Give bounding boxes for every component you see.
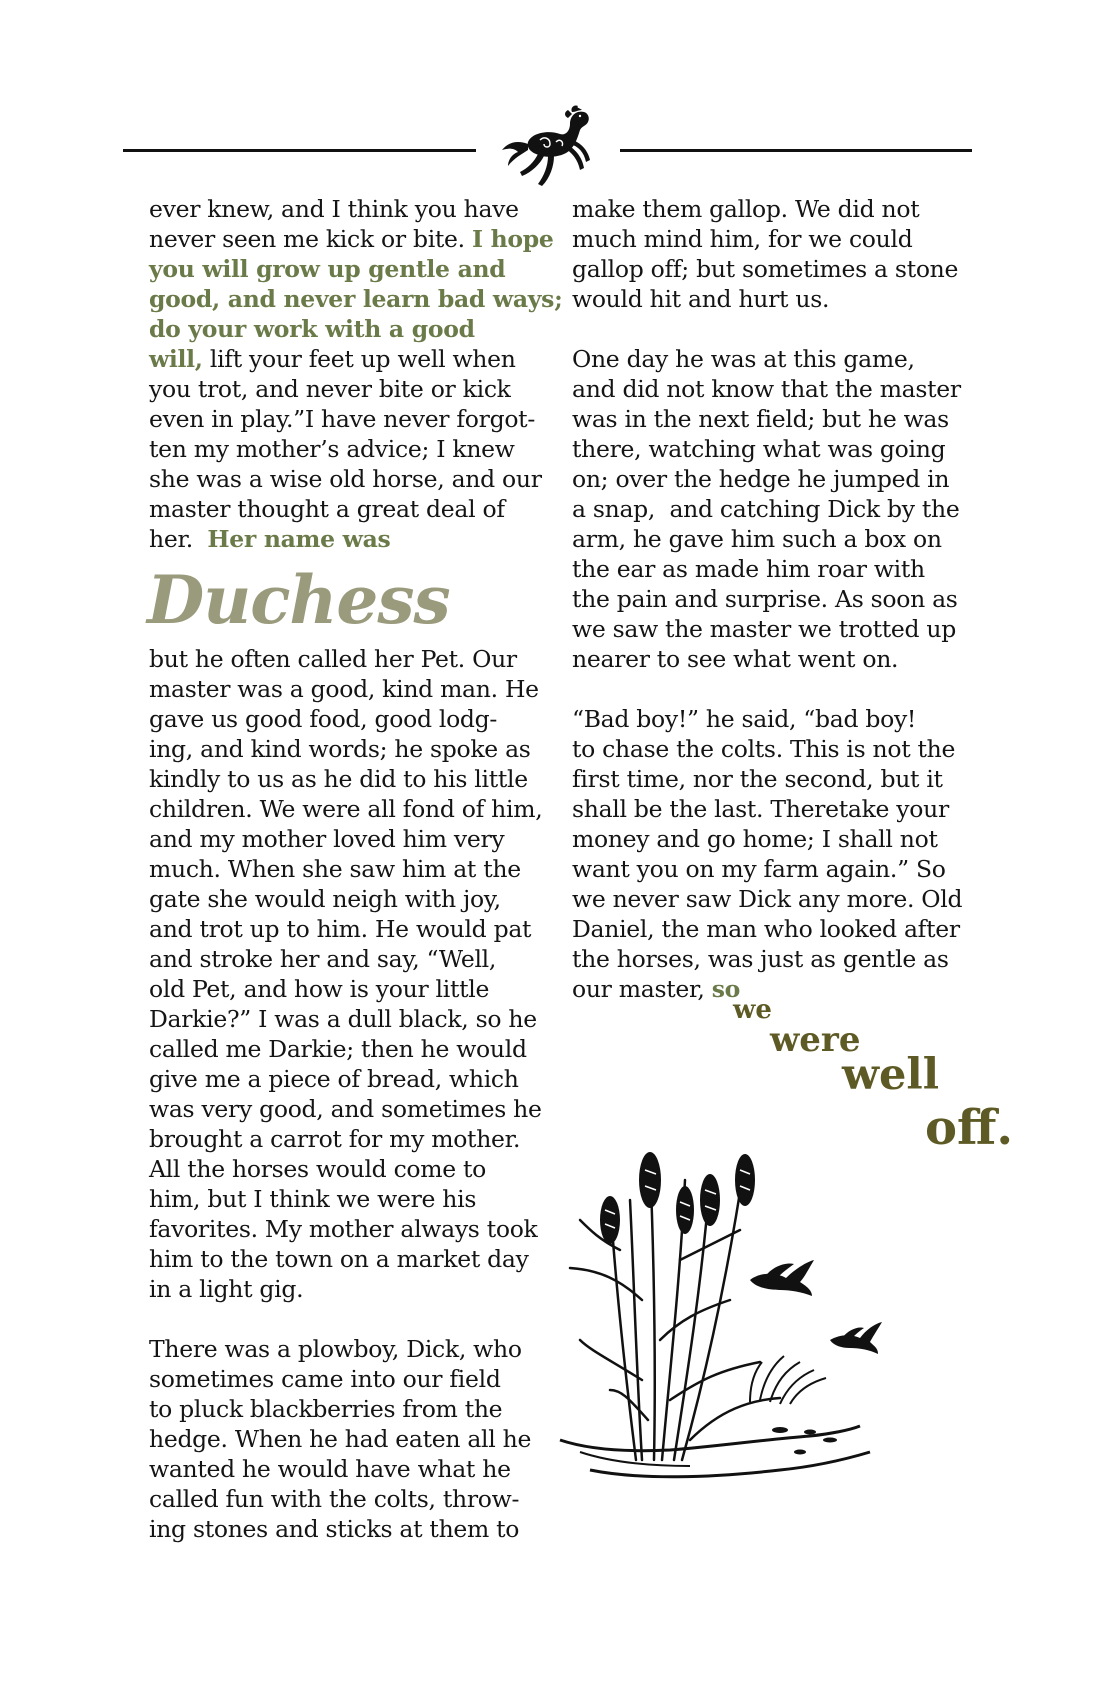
- text-line: gallop off; but sometimes a stone: [572, 255, 959, 283]
- text-line: and stroke her and say, “Well,: [149, 945, 497, 973]
- text-line: him, but I think we were his: [149, 1185, 477, 1213]
- text-line: to chase the colts. This is not the: [572, 735, 956, 763]
- text-line: wanted he would have what he: [149, 1455, 511, 1483]
- header-rule-left: [123, 149, 476, 152]
- text-line: ing, and kind words; he spoke as: [149, 735, 531, 763]
- text-line: and trot up to him. He would pat: [149, 915, 532, 943]
- text-line: want you on my farm again.” So: [572, 855, 946, 883]
- text-line: nearer to see what went on.: [572, 645, 899, 673]
- text-line: ever knew, and I think you have: [149, 195, 519, 223]
- text-line: sometimes came into our field: [149, 1365, 501, 1393]
- text-line: the horses, was just as gentle as: [572, 945, 949, 973]
- text-line: we saw the master we trotted up: [572, 615, 957, 643]
- highlight-phrase: I hope: [472, 225, 554, 253]
- text-line: but he often called her Pet. Our: [149, 645, 517, 673]
- closing-word-well: well: [842, 1050, 940, 1100]
- cattails-ducks-icon: [550, 1140, 950, 1530]
- text-line: called fun with the colts, throw-: [149, 1485, 520, 1513]
- text-line: a snap, and catching Dick by the: [572, 495, 960, 523]
- text-line: there, watching what was going: [572, 435, 946, 463]
- text-line: ing stones and sticks at them to: [149, 1515, 520, 1543]
- text-line: Darkie?” I was a dull black, so he: [149, 1005, 537, 1033]
- highlight-line: good, and never learn bad ways;: [149, 285, 563, 313]
- closing-word-were: were: [770, 1020, 861, 1060]
- text-line: will, lift your feet up well when: [149, 345, 516, 373]
- text-line: never seen me kick or bite. I hope: [149, 225, 554, 253]
- text-line: old Pet, and how is your little: [149, 975, 490, 1003]
- text-line: give me a piece of bread, which: [149, 1065, 519, 1093]
- text-line: favorites. My mother always took: [149, 1215, 538, 1243]
- text-line: children. We were all fond of him,: [149, 795, 543, 823]
- text-line: our master, so: [572, 975, 740, 1003]
- text-line: called me Darkie; then he would: [149, 1035, 527, 1063]
- text-line: gate she would neigh with joy,: [149, 885, 501, 913]
- text-line: first time, nor the second, but it: [572, 765, 943, 793]
- text-line: gave us good food, good lodg-: [149, 705, 498, 733]
- text-column-left: [147, 194, 563, 1544]
- header-rule-right: [620, 149, 972, 152]
- text-line: and my mother loved him very: [149, 825, 505, 853]
- text-line: arm, he gave him such a box on: [572, 525, 942, 553]
- text-line: kindly to us as he did to his little: [149, 765, 528, 793]
- closing-word-off: off.: [925, 1100, 1014, 1156]
- text-line: we never saw Dick any more. Old: [572, 885, 963, 913]
- text-line: to pluck blackberries from the: [149, 1395, 503, 1423]
- text-line: shall be the last. Theretake your: [572, 795, 949, 823]
- text-column-right: [572, 194, 972, 1004]
- text-line: the pain and surprise. As soon as: [572, 585, 958, 613]
- text-line: even in play.”I have never forgot-: [149, 405, 535, 433]
- closing-word-we: we: [733, 995, 772, 1025]
- highlight-line: you will grow up gentle and: [149, 255, 506, 283]
- highlight-phrase: Her name was: [207, 525, 391, 553]
- text-line: Daniel, the man who looked after: [572, 915, 960, 943]
- text-line: master thought a great deal of: [149, 495, 505, 523]
- highlight-phrase: will,: [149, 345, 203, 373]
- highlight-line: do your work with a good: [149, 315, 475, 343]
- text-line: hedge. When he had eaten all he: [149, 1425, 532, 1453]
- text-line: ten my mother’s advice; I knew: [149, 435, 515, 463]
- text-line: All the horses would come to: [149, 1155, 487, 1183]
- text-line: him to the town on a market day: [149, 1245, 529, 1273]
- text-line: the ear as made him roar with: [572, 555, 925, 583]
- text-line: was in the next field; but he was: [572, 405, 949, 433]
- text-line: on; over the hedge he jumped in: [572, 465, 950, 493]
- text-line: One day he was at this game,: [572, 345, 915, 373]
- text-line: and did not know that the master: [572, 375, 961, 403]
- text-line: much. When she saw him at the: [149, 855, 521, 883]
- text-line: you trot, and never bite or kick: [149, 375, 511, 403]
- text-line: would hit and hurt us.: [572, 285, 830, 313]
- text-line: much mind him, for we could: [572, 225, 913, 253]
- text-line: money and go home; I shall not: [572, 825, 938, 853]
- text-line: in a light gig.: [149, 1275, 304, 1303]
- text-line: she was a wise old horse, and our: [149, 465, 542, 493]
- text-line: make them gallop. We did not: [572, 195, 920, 223]
- text-line: was very good, and sometimes he: [149, 1095, 542, 1123]
- horse-name-heading: Duchess: [147, 561, 450, 639]
- text-line: her. Her name was: [149, 525, 391, 553]
- rearing-horse-icon: [498, 104, 594, 192]
- text-line: brought a carrot for my mother.: [149, 1125, 521, 1153]
- text-line: master was a good, kind man. He: [149, 675, 539, 703]
- text-line: “Bad boy!” he said, “bad boy!: [572, 705, 917, 733]
- highlight-phrase: so: [711, 975, 740, 1003]
- text-line: There was a plowboy, Dick, who: [149, 1335, 522, 1363]
